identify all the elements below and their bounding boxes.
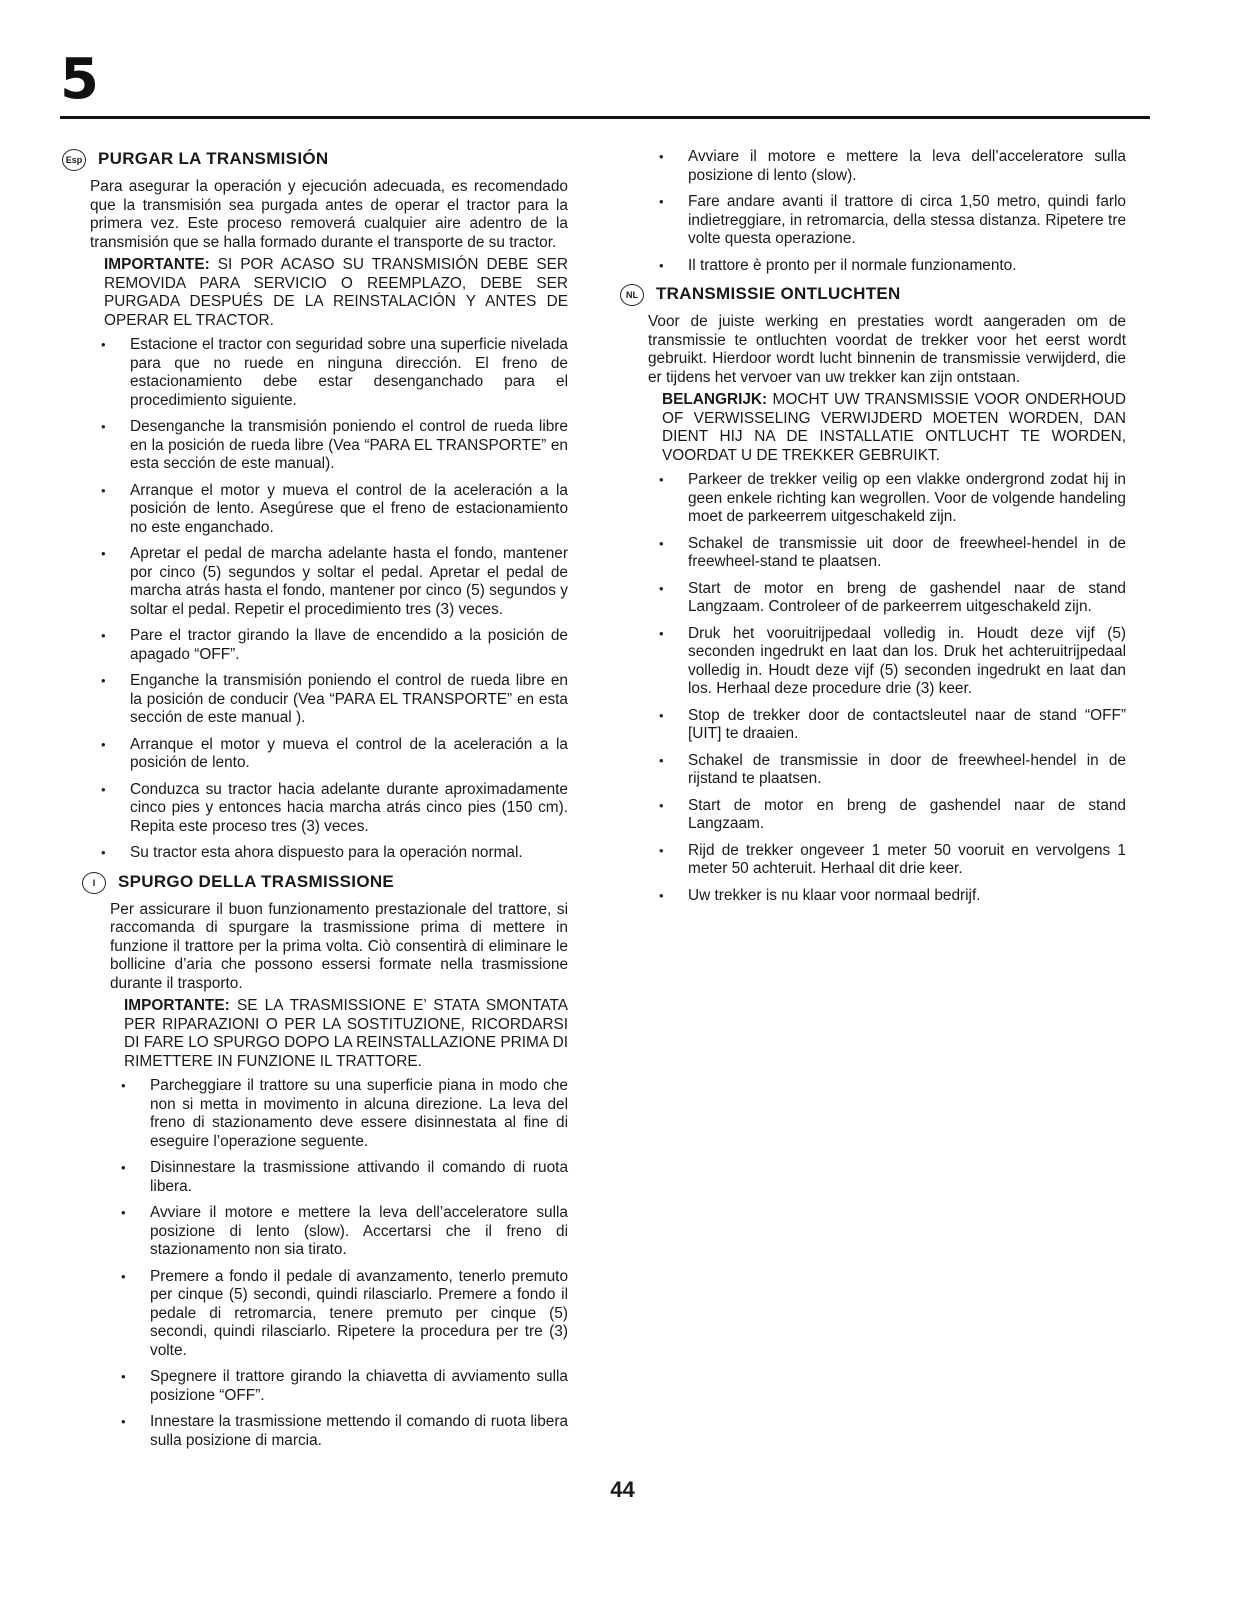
steps-list	[648, 471, 1126, 905]
section-header	[626, 283, 1126, 309]
left-column	[65, 148, 569, 1458]
important-label: IMPORTANTE:	[104, 256, 210, 273]
important-note	[124, 997, 568, 1071]
list-item: • Uw trekker is nu klaar voor normaal bedrijf.	[688, 887, 1126, 906]
list-item: • Stop de trekker door de contactsleutel naar de stand “OFF” [UIT] te draaien.	[688, 707, 1126, 744]
section-title: SPURGO DELLA TRASMISSIONE	[118, 871, 395, 891]
list-item: • Estacione el tractor con seguridad sobre una superficie nivelada para que no ruede en ninguna dirección. El freno de estacionamiento debe estar desenganchado para el procedimiento siguiente.	[130, 336, 568, 410]
important-label: IMPORTANTE:	[124, 997, 230, 1014]
intro-paragraph: Para asegurar la operación y ejecución adecuada, es recomendado que la transmisión sea purgada antes de operar el tractor para la primera vez. Este proceso removerá cualquier aire adentro de la transmisión que se halla formado durante el transporte de su tractor.	[90, 178, 568, 251]
important-note	[104, 256, 568, 330]
steps-list	[90, 336, 568, 863]
important-note	[662, 391, 1126, 465]
section-header	[92, 871, 568, 897]
section-nl	[626, 283, 1126, 905]
list-item: • Druk het vooruitrijpedaal volledig in. Houdt deze vijf (5) seconden ingedrukt en laat dan los. Druk het achteruitrijpedaal volledig in. Houdt deze vijf (5) seconden ingedrukt en laat dan los. Herhaal deze procedure drie (3) keer.	[688, 625, 1126, 699]
list-item: • Conduzca su tractor hacia adelante durante aproximadamente cinco pies y entonces hacia marcha atrás cinco pies (150 cm). Repita este proceso tres (3) veces.	[130, 781, 568, 837]
important-text: MOCHT UW TRANSMISSIE VOOR ONDERHOUD OF VERWISSELING VERWIJDERD MOETEN WORDEN, DAN DIENT HIJ NA DE INSTALLATIE ONTLUCHT TE WORDEN, VOORDAT U DE TREKKER GEBRUIKT.	[662, 391, 1126, 464]
list-item: • Start de motor en breng de gashendel naar de stand Langzaam.	[688, 797, 1126, 834]
list-item: • Rijd de trekker ongeveer 1 meter 50 vooruit en vervolgens 1 meter 50 achteruit. Herhaal dit drie keer.	[688, 842, 1126, 879]
language-badge-es: Esp	[62, 149, 86, 171]
list-item: • Parkeer de trekker veilig op een vlakke ondergrond zodat hij in geen enkele richting kan wegrollen. Voor de volgende handeling moet de parkeerrem uitgeschakeld zijn.	[688, 471, 1126, 527]
section-it	[92, 871, 568, 1451]
important-text: SI POR ACASO SU TRANSMISIÓN DEBE SER REMOVIDA PARA SERVICIO O REEMPLAZO, DEBE SER PURGADA DESPUÉS DE LA REINSTALACIÓN Y ANTES DE OPERAR EL TRACTOR.	[104, 256, 569, 329]
list-item: • Fare andare avanti il trattore di circa 1,50 metro, quindi farlo indietreggiare, in retromarcia, della stessa distanza. Ripetere tre volte questa operazione.	[688, 193, 1126, 249]
page-number: 44	[610, 1477, 635, 1502]
list-item: • Schakel de transmissie in door de freewheel-hendel in de rijstand te plaatsen.	[688, 752, 1126, 789]
language-badge-it: I	[82, 872, 106, 894]
intro-paragraph: Per assicurare il buon funzionamento prestazionale del trattore, si raccomanda di spurgare la trasmissione prima di mettere in funzione il trattore per la prima volta. Ciò consentirà di eliminare le bollicine d’aria che possono essersi formate nella trasmissione durante il trasporto.	[110, 900, 568, 992]
list-item: • Su tractor esta ahora dispuesto para la operación normal.	[130, 844, 568, 863]
important-label: BELANGRIJK:	[662, 391, 768, 408]
list-item: • Pare el tractor girando la llave de encendido a la posición de apagado “OFF”.	[130, 627, 568, 664]
list-item: • Desenganche la transmisión poniendo el control de rueda libre en la posición de rueda libre (Vea “PARA EL TRANSPORTE” en esta sección de este manual).	[130, 418, 568, 474]
language-badge-nl: NL	[620, 284, 644, 306]
list-item: • Avviare il motore e mettere la leva dell’acceleratore sulla posizione di lento (slow).	[688, 148, 1126, 185]
list-item: • Innestare la trasmissione mettendo il comando di ruota libera sulla posizione di marcia.	[150, 1413, 568, 1450]
list-item: • Schakel de transmissie uit door de freewheel-hendel in de freewheel-stand te plaatsen.	[688, 535, 1126, 572]
list-item: • Disinnestare la trasmissione attivando il comando di ruota libera.	[150, 1159, 568, 1196]
list-item: • Parcheggiare il trattore su una superficie piana in modo che non si metta in movimento in alcuna direzione. La leva del freno di stazionamento deve essere disinnestata al fine di eseguire l’operazione seguente.	[150, 1077, 568, 1151]
right-column	[626, 148, 1126, 913]
list-item: • Arranque el motor y mueva el control de la aceleración a la posición de lento. Asegúrese que el freno de estacionamiento no este enganchado.	[130, 482, 568, 538]
list-item: • Apretar el pedal de marcha adelante hasta el fondo, mantener por cinco (5) segundos y soltar el pedal. Apretar el pedal de marcha atrás hasta el fondo, mantener por cinco (5) segundos y soltar el pedal. Repetir el procedimiento tres (3) veces.	[130, 545, 568, 619]
section-title: PURGAR LA TRANSMISIÓN	[98, 149, 329, 168]
list-item: • Avviare il motore e mettere la leva dell’acceleratore sulla posizione di lento (slow). Accertarsi che il freno di stazionamento non sia tirato.	[150, 1204, 568, 1260]
list-item: • Premere a fondo il pedale di avanzamento, tenerlo premuto per cinque (5) secondi, quindi rilasciarlo. Premere a fondo il pedale di retromarcia, tenere premuto per cinque (5) secondi, quindi rilasciarlo. Ripetere la procedura per tre (3) volte.	[150, 1268, 568, 1361]
list-item: • Il trattore è pronto per il normale funzionamento.	[688, 257, 1126, 276]
chapter-number: 5	[60, 47, 99, 112]
steps-list-continued	[648, 148, 1126, 275]
intro-paragraph: Voor de juiste werking en prestaties wordt aangeraden om de transmissie te ontluchten voordat de trekker voor het eerst wordt gebruikt. Hierdoor wordt lucht binnenin de transmissie verwijderd, die er tijdens het vervoer van uw trekker kan zijn ontstaan.	[648, 313, 1126, 386]
steps-list	[110, 1077, 568, 1450]
section-title: TRANSMISSIE ONTLUCHTEN	[656, 284, 901, 303]
section-header	[65, 148, 568, 174]
important-text: SE LA TRASMISSIONE E’ STATA SMONTATA PER RIPARAZIONI O PER LA SOSTITUZIONE, RICORDARSI DI FARE LO SPURGO DOPO LA REINSTALLAZIONE PRIMA DI RIMETTERE IN FUNZIONE IL TRATTORE.	[124, 997, 568, 1070]
list-item: • Spegnere il trattore girando la chiavetta di avviamento sulla posizione “OFF”.	[150, 1368, 568, 1405]
list-item: • Enganche la transmisión poniendo el control de rueda libre en la posición de conducir (Vea “PARA EL TRANSPORTE” en esta sección de este manual ).	[130, 672, 568, 728]
list-item: • Arranque el motor y mueva el control de la aceleración a la posición de lento.	[130, 736, 568, 773]
section-es	[65, 148, 569, 863]
header-rule	[60, 116, 1150, 119]
list-item: • Start de motor en breng de gashendel naar de stand Langzaam. Controleer of de parkeerrem uitgeschakeld zijn.	[688, 580, 1126, 617]
